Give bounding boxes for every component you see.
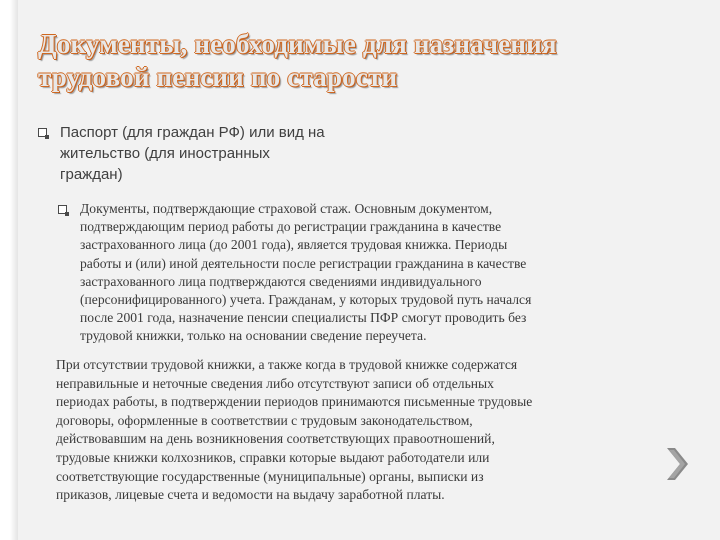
square-bullet-icon [58,205,67,214]
paragraph-line: периодах работы, в подтверждении периодов принимаются письменные трудовые [56,394,533,410]
bullet-line: подтверждающим период работы до регистрации гражданина в качестве [80,219,502,235]
slide-title [38,28,678,94]
bullet-line: Документы, подтверждающие страховой стаж. Основным документом, [80,201,493,216]
paragraph-line: действовавшим на день возникновения соответствующих правоотношений, [56,431,495,447]
square-bullet-icon [38,128,47,137]
bullet-line: застрахованного лица (до 2001 года), является трудовая книжка. Периоды [80,237,508,253]
bullet-text [60,122,368,185]
paragraph-line: договоры, оформленные в соответствии с трудовым законодательством, [56,412,473,428]
paragraph-line: неправильные и неточные сведения либо отсутствуют записи об отдельных [56,375,494,391]
paragraph-no-workbook [56,356,666,505]
bullet-line: (персонифицированного) учета. Гражданам, у которых трудовой путь начался [80,292,532,308]
bullet-passport [38,122,368,185]
bullet-line: застрахованного лица подтверждаются сведениями индивидуального [80,273,482,289]
paragraph-line: приказов, лицевые счета и ведомости на выдачу заработной платы. [56,487,445,503]
bullet-line: после 2001 года, назначение пенсии специалисты ПФР смогут проводить без [80,310,527,326]
bullet-line: жительство (для иностранных [60,145,270,162]
bullet-line: работы и (или) иной деятельности после регистрации гражданина в качестве [80,255,527,271]
bullet-line: Паспорт (для граждан РФ) или вид на [60,124,325,141]
chevron-right-icon[interactable] [664,446,690,482]
bullet-line: трудовой книжки, только на основании сведение переучета. [80,328,427,344]
paragraph-line: трудовые книжки колхозников, справки которые выдают работодатели или [56,449,490,465]
paragraph-line: соответствующие государственные (муниципальные) органы, выписки из [56,468,484,484]
bullet-insurance-record [58,200,638,346]
title-line: трудовой пенсии по старости [38,62,398,92]
title-line: Документы, необходимые для назначения [38,29,557,59]
left-decor-stripe [0,0,18,540]
bullet-text [58,200,638,346]
bullet-line: граждан) [60,166,123,183]
paragraph-line: При отсутствии трудовой книжки, а также когда в трудовой книжке содержатся [56,357,518,372]
